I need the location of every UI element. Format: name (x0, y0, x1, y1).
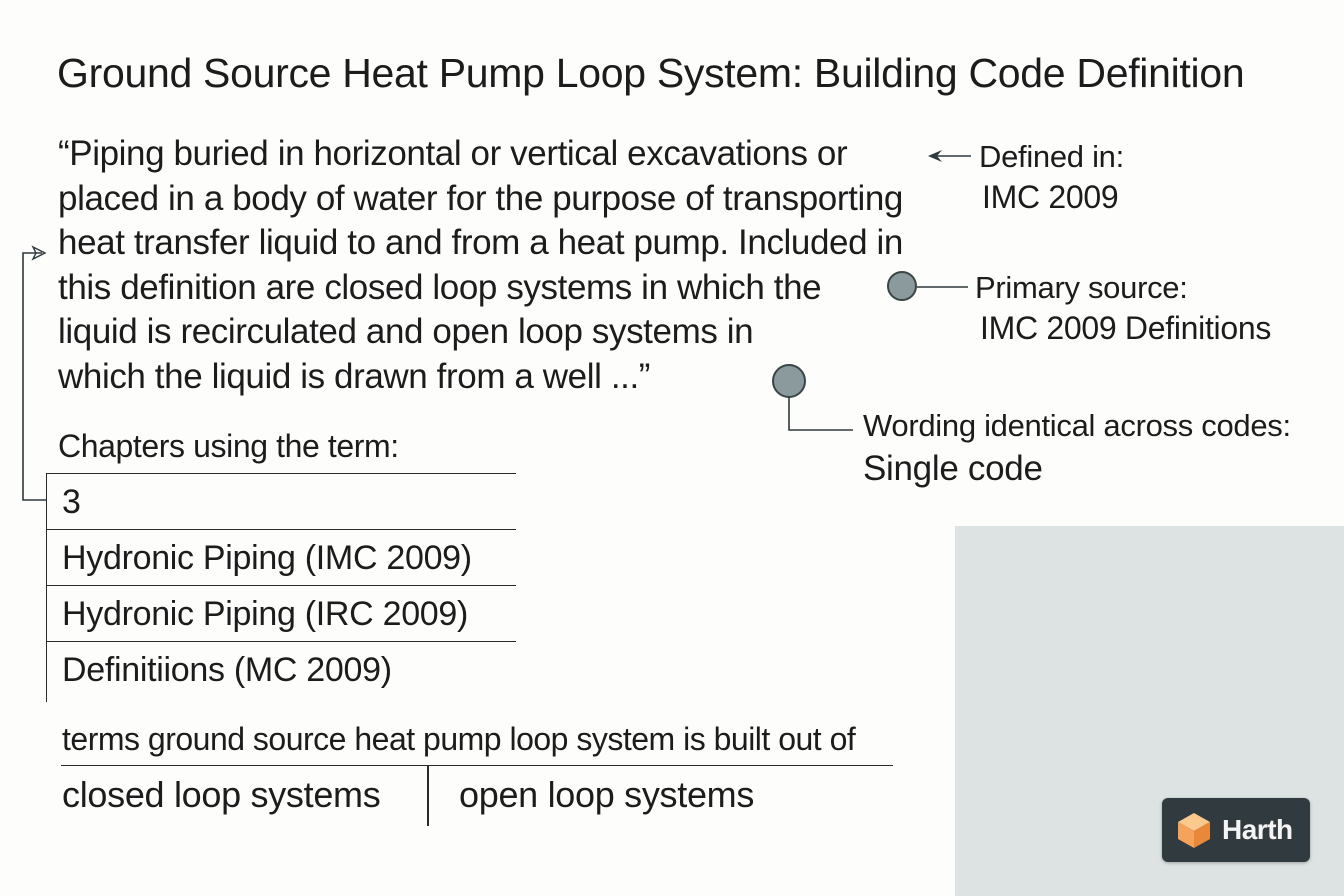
brand-logo (1162, 798, 1310, 862)
definition-quote (58, 132, 968, 399)
chapters-bracket (23, 253, 46, 500)
terms-table (61, 765, 893, 826)
definition-line: “Piping buried in horizontal or vertical excavations or (58, 134, 848, 173)
chapters-label: Chapters using the term: (58, 428, 399, 464)
page-title: Ground Source Heat Pump Loop System: Building Code Definition (57, 50, 1245, 96)
wording-marker (772, 364, 806, 398)
term-cell: closed loop systems (62, 774, 381, 815)
terms-divider (427, 766, 429, 826)
chapter-row: Hydronic Piping (IRC 2009) (47, 586, 516, 642)
cube-icon (1174, 810, 1214, 850)
terms-label: terms ground source heat pump loop system is built out of (62, 721, 856, 757)
wording-label: Wording identical across codes: (863, 408, 1291, 443)
primary-source-value: IMC 2009 Definitions (980, 310, 1272, 346)
chapter-row: 3 (47, 474, 516, 530)
defined-in-label: Defined in: (979, 139, 1124, 174)
term-cell: open loop systems (459, 774, 755, 815)
chapter-row: Definitiions (MC 2009) (62, 651, 392, 689)
primary-source-annotation (975, 268, 1271, 348)
defined-in-annotation (979, 137, 1124, 217)
logo-text: Harth (1222, 814, 1293, 845)
primary-source-label: Primary source: (975, 270, 1188, 305)
chapter-row: Hydronic Piping (IMC 2009) (47, 530, 516, 586)
wording-value: Single code (863, 449, 1043, 488)
wording-annotation (863, 406, 1291, 492)
definition-line: which the liquid is drawn from a well ...” (58, 356, 651, 396)
definition-line: this definition are closed loop systems in which the (58, 267, 822, 307)
primary-source-marker (887, 271, 917, 301)
definition-line: heat transfer liquid to and from a heat pump. Included in (58, 223, 903, 262)
definition-line: liquid is recirculated and open loop systems in (58, 312, 754, 351)
defined-in-value: IMC 2009 (982, 179, 1119, 215)
definition-line: placed in a body of water for the purpose of transporting (58, 178, 903, 218)
chapters-table (46, 473, 516, 702)
arrowhead-icon (33, 247, 45, 259)
wording-connector (789, 397, 853, 430)
